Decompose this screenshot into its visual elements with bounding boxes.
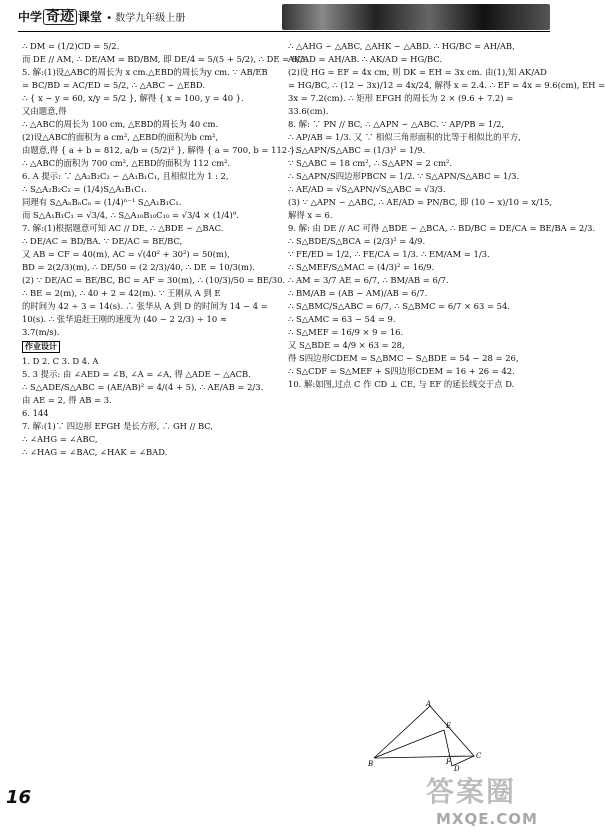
solution-line: (2) ∵ DE/AC = BE/BC, BC = AF = 30(m), ∴ (10/3)/50 = BE/30. <box>22 275 286 285</box>
homework-line: ∴ S△ADE/S△ABC = (AE/AB)² = 4/(4 + 5), ∴ AE/AB = 2/3. <box>22 382 264 392</box>
solution-line: 7. 解:(1)根据题意可知 AC // DE, ∴ △BDE ∽ △BAC. <box>22 223 224 233</box>
solution-line: ∴ BM/AB = (AB − AM)/AB = 6/7. <box>288 288 428 298</box>
homework-answers <box>22 355 280 459</box>
solution-line: ∴ △ABC的周长为 100 cm, △EBD的周长为 40 cm. <box>22 119 219 129</box>
label-F: F <box>446 758 451 766</box>
page-number-badge <box>6 785 34 813</box>
solution-line: BD = 2(2/3)(m), ∴ DE/50 = (2 2/3)/40, ∴ DE = 10/3(m). <box>22 262 255 272</box>
brand-logo: 奇迹 <box>43 9 77 25</box>
page-number: 16 <box>6 787 32 808</box>
solution-line: ∴ AP/AB = 1/3. 又 ∵ 相似三角形面积的比等于相似比的平方, <box>288 132 521 142</box>
solution-line: 又由题意,得 <box>22 106 67 116</box>
solution-line: ∴ S△APN/S△ABC = (1/3)² = 1/9. <box>288 145 426 155</box>
solution-line: 解得 x = 6. <box>288 210 333 220</box>
triangle-diagram <box>368 700 488 772</box>
solution-line: ∴ S△BDE/S△BCA = (2/3)² = 4/9. <box>288 236 426 246</box>
solution-line: 10. 解:如图,过点 C 作 CD ⊥ CE, 与 EF 的延长线交于点 D. <box>288 379 515 389</box>
solution-line: ∴ BE = 2(m), ∴ 40 + 2 = 42(m). ∵ 王刚从 A 到 E <box>22 288 221 298</box>
geometry-figure <box>368 700 488 772</box>
solution-line: 的时间为 42 ÷ 3 = 14(s). ∴ 张华从 A 到 D 的时间为 14 − 4 = <box>22 301 268 311</box>
solution-line: = HG/BC, ∴ (12 − 3x)/12 = 4x/24, 解得 x = 2.4. ∴ EF = 4x = 9.6(cm), EH = <box>288 80 605 90</box>
solution-line: ∴ △AHG ∽ △ABC, △AHK ∽ △ABD. ∴ HG/BC = AH/AB, <box>288 41 515 51</box>
homework-line: 1. D 2. C 3. D 4. A <box>22 356 99 366</box>
solution-line: = BC/BD = AC/ED = 5/2, ∴ △ABC ∽ △EBD. <box>22 80 206 90</box>
solution-line: ∴ S△MEF/S△MAC = (4/3)² = 16/9. <box>288 262 435 272</box>
solution-line: ∴ △ABC的面积为 700 cm², △EBD的面积为 112 cm². <box>22 158 231 168</box>
solution-line: 3.7(m/s). <box>22 327 60 337</box>
solution-line: (2)设△ABC的面积为 a cm², △EBD的面积为b cm², <box>22 132 219 142</box>
solution-line: ∵ S△ABC = 18 cm², ∴ S△APN = 2 cm². <box>288 158 453 168</box>
label-B: B <box>368 760 374 768</box>
header-rule <box>18 31 550 32</box>
solution-line: ∴ AE/AD = √S△APN/√S△ABC = √3/3. <box>288 184 446 194</box>
solution-line: ∴ S△A₂B₂C₂ = (1/4)S△A₁B₁C₁. <box>22 184 147 194</box>
solution-line: 8. 解: ∵ PN // BC, ∴ △APN ∽ △ABC. ∵ AP/PB = 1/2, <box>288 119 505 129</box>
right-column <box>288 40 605 391</box>
homework-line: 由 AE = 2, 得 AB = 3. <box>22 395 112 405</box>
header-title <box>18 8 185 25</box>
solution-line: 又 S△BDE = 4/9 × 63 = 28, <box>288 340 405 350</box>
watermark-logo: 答案圈 <box>426 775 517 808</box>
label-E: E <box>446 722 452 730</box>
page-header <box>0 0 563 34</box>
homework-line: 6. 144 <box>22 408 49 418</box>
solution-line: 9. 解: 由 DE // AC 可得 △BDE ∽ △BCA, ∴ BD/BC = DE/CA = BE/BA = 2/3. <box>288 223 596 233</box>
solution-line: 由题意,得 { a + b = 812, a/b = (5/2)² }, 解得 { a = 700, b = 112 }. <box>22 145 298 155</box>
left-text-block <box>22 40 308 339</box>
solution-line: 同理有 S△AₙBₙCₙ = (1/4)ⁿ⁻¹ S△A₁B₁C₁. <box>22 197 182 207</box>
solution-line: 又 AB = CF = 40(m), AC = √(40² + 30²) = 50(m), <box>22 249 230 259</box>
solution-line: 得 S四边形CDEM = S△BMC − S△BDE = 54 − 28 = 26, <box>288 353 519 363</box>
solution-line: ∴ S△MEF = 16/9 × 9 = 16. <box>288 327 404 337</box>
solution-line: 而 S△A₁B₁C₁ = √3/4, ∴ S△A₁₀B₁₀C₁₀ = √3/4 × (1/4)⁹. <box>22 210 239 220</box>
series-name-a: 中学 <box>18 10 43 24</box>
homework-line: 5. 3 提示: 由 ∠AED = ∠B, ∠A = ∠A, 得 △ADE ∽ △ACB. <box>22 369 251 379</box>
solution-line: ∵ FE/ED = 1/2, ∴ FE/CA = 1/3. ∴ EM/AM = 1/3. <box>288 249 490 259</box>
solution-line: ∴ DM = (1/2)CD = 5/2. <box>22 41 120 51</box>
homework-line: ∴ ∠AHG = ∠ABC, <box>22 434 98 444</box>
solution-line: 3x = 7.2(cm). ∴ 矩形 EFGH 的周长为 2 × (9.6 + 7.2) = <box>288 93 514 103</box>
solution-line: 10(s). ∴ 张华追赶王刚的速度为 (40 − 2 2/3) ÷ 10 ≈ <box>22 314 227 324</box>
homework-line: 7. 解:(1)∵ 四边形 EFGH 是长方形, ∴ GH // BC, <box>22 421 214 431</box>
solution-line: (2)设 HG = EF = 4x cm, 则 DK = EH = 3x cm. 由(1),知 AK/AD <box>288 67 547 77</box>
solution-line: 33.6(cm). <box>288 106 329 116</box>
label-A: A <box>426 700 432 708</box>
solution-line: 而 DE // AM, ∴ DE/AM = BD/BM, 即 DE/4 = 5/(5 + 5/2), ∴ DE = 8/3. <box>22 54 308 64</box>
solution-line: ∴ DE/AC = BD/BA. ∵ DE/AC = BE/BC, <box>22 236 183 246</box>
solution-line: 5. 解:(1)设△ABC的周长为 x cm.△EBD的周长为y cm. ∵ AB/EB <box>22 67 268 77</box>
label-D: D <box>454 765 460 773</box>
right-text-block <box>288 40 605 391</box>
header-subtitle: • 数学九年级上册 <box>106 13 186 24</box>
section-label: 作业设计 <box>22 341 60 353</box>
solution-line: ∴ S△AMC = 63 − 54 = 9. <box>288 314 396 324</box>
solution-line: ∴ S△CDF = S△MEF + S四边形CDEM = 16 + 26 = 42. <box>288 366 515 376</box>
solution-line: (3) ∵ △APN ∽ △ABC, ∴ AE/AD = PN/BC, 即 (10 − x)/10 = x/15, <box>288 197 553 207</box>
site-watermark <box>418 770 558 836</box>
solution-line: 6. A 提示: ∵ △A₂B₂C₂ ∽ △A₁B₁C₁, 且相似比为 1 : 2, <box>22 171 229 181</box>
watermark-url: MXQE.COM <box>436 810 538 828</box>
solution-line: ∴ S△BMC/S△ABC = 6/7, ∴ S△BMC = 6/7 × 63 = 54. <box>288 301 511 311</box>
solution-line: AK/AD = AH/AB. ∴ AK/AD = HG/BC. <box>288 54 443 64</box>
solution-line: ∴ S△APN/S四边形PBCN = 1/2. ∵ S△APN/S△ABC = 1/3. <box>288 171 520 181</box>
series-name-b: 课堂 <box>78 10 103 24</box>
solution-line: ∴ { x − y = 60, x/y = 5/2 }, 解得 { x = 100, y = 40 }. <box>22 93 244 103</box>
label-C: C <box>476 752 482 760</box>
solution-line: ∴ AM = 3/7 AE = 6/7, ∴ BM/AB = 6/7. <box>288 275 449 285</box>
header-decorative-band <box>282 4 550 30</box>
homework-line: ∴ ∠HAG = ∠BAC, ∠HAK = ∠BAD. <box>22 447 168 457</box>
left-column <box>22 40 308 459</box>
